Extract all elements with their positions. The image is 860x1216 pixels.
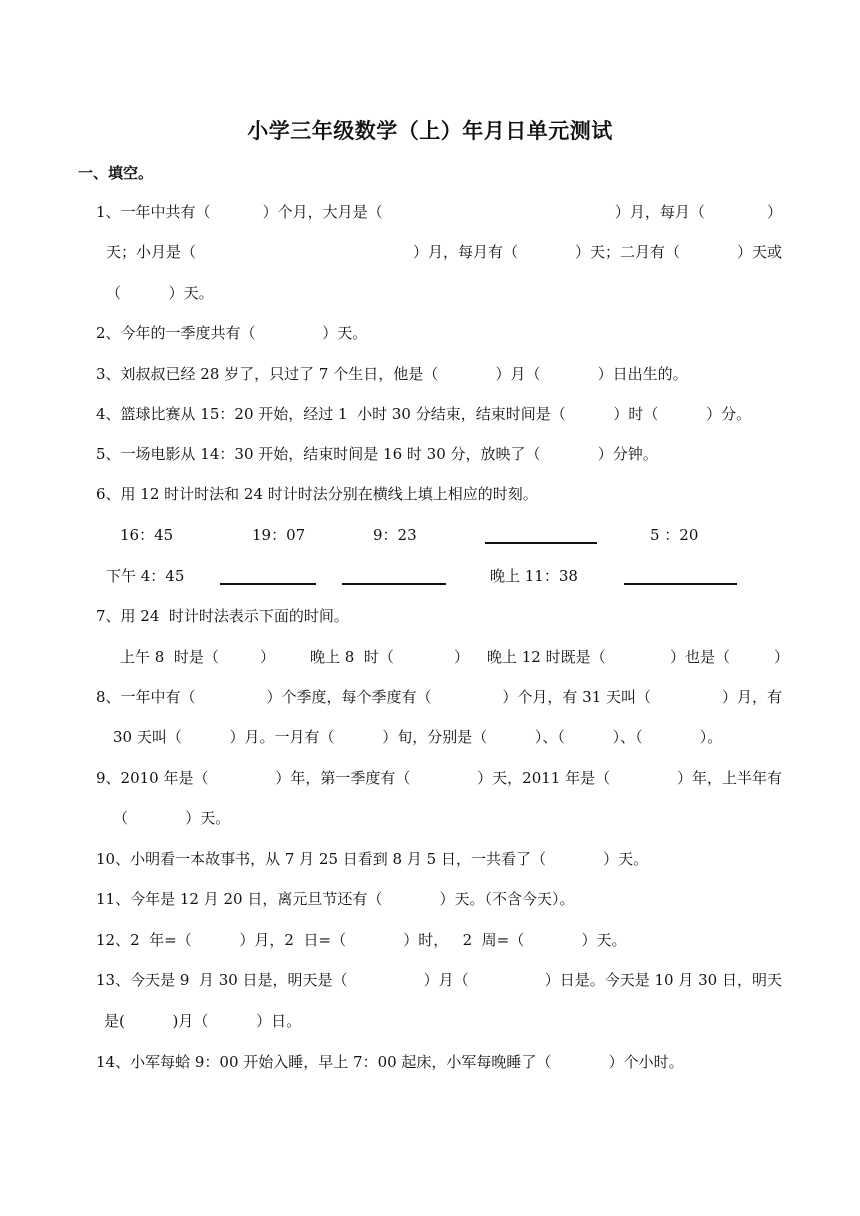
q7-seg: 上午 8 时是（ — [120, 648, 219, 666]
q13-seg-3: ）日是。今天是 10 月 30 日，明天 — [544, 971, 782, 989]
q7-seg: ） — [774, 648, 790, 666]
q13-seg-2: ）月（ — [423, 971, 469, 989]
q7-seg: 晚上 8 时（ — [310, 648, 394, 666]
question-13-line-1 — [96, 970, 782, 990]
question-9-line-2: （ ）天。 — [113, 809, 231, 827]
question-1-line-2 — [106, 242, 782, 262]
q9-seg-3: ）天，2011 年是（ — [477, 769, 611, 787]
question-7-row — [120, 647, 790, 671]
answer-blank-line[interactable] — [342, 583, 446, 585]
q1-seg-8: ）天或 — [736, 243, 782, 261]
question-13-line-2: 是( )月（ ）日。 — [104, 1012, 302, 1030]
q7-seg: ）也是（ — [670, 648, 731, 666]
question-2: 2、今年的一季度共有（ ）天。 — [96, 324, 368, 342]
question-10: 10、小明看一本故事书，从 7 月 25 日看到 8 月 5 日，一共看了（ ）天。 — [96, 850, 649, 868]
time-item: 16：45 — [120, 526, 174, 544]
question-7: 7、用 24 时计时法表示下面的时间。 — [96, 607, 349, 625]
question-8-line-2: 30 天叫（ ）月。一月有（ ）旬，分别是（ ）、（ ）、（ ）。 — [113, 728, 723, 746]
q1-seg-1: 1、一年中共有（ — [96, 203, 211, 221]
q8-seg-4: ）月，有 — [721, 688, 782, 706]
question-6-row-2 — [106, 566, 746, 590]
answer-blank-line[interactable] — [485, 542, 597, 544]
q9-seg-2: ）年，第一季度有（ — [275, 769, 411, 787]
time-item: 19：07 — [252, 526, 306, 544]
time-item: 9：23 — [373, 526, 417, 544]
q1-seg-6: ）月，每月有（ — [412, 243, 518, 261]
page-title: 小学三年级数学（上）年月日单元测试 — [247, 119, 613, 143]
q13-seg-1: 13、今天是 9 月 30 日是，明天是（ — [96, 971, 348, 989]
q1-seg-4: ） — [766, 203, 782, 221]
question-14: 14、小军每蛤 9：00 开始入睡，早上 7：00 起床，小军每晚睡了（ ）个小时。 — [96, 1053, 684, 1071]
q8-seg-2: ）个季度，每个季度有（ — [266, 688, 432, 706]
question-6: 6、用 12 时计时法和 24 时计时法分别在横线上填上相应的时刻。 — [96, 485, 538, 503]
question-5: 5、一场电影从 14：30 开始，结束时间是 16 时 30 分，放映了（ ）分钟。 — [96, 445, 658, 463]
section-heading: 一、填空。 — [78, 164, 154, 182]
question-9-line-1 — [96, 768, 782, 788]
q8-seg-1: 8、一年中有（ — [96, 688, 196, 706]
q7-seg: ） — [454, 648, 470, 666]
q1-seg-2: ）个月，大月是（ — [262, 203, 383, 221]
time-item: 下午 4：45 — [106, 567, 185, 585]
time-item: 晚上 11：38 — [490, 567, 578, 585]
question-12: 12、2 年=（ ）月，2 日=（ ）时， 2 周=（ ）天。 — [96, 931, 627, 949]
q7-seg: 晚上 12 时既是（ — [487, 648, 606, 666]
question-11: 11、今年是 12 月 20 日，离元旦节还有（ ）天。（不含今天）。 — [96, 890, 575, 908]
q1-seg-3: ）月，每月（ — [614, 203, 705, 221]
q1-seg-5: 天；小月是（ — [106, 243, 197, 261]
answer-blank-line[interactable] — [624, 583, 737, 585]
question-8-line-1 — [96, 687, 782, 707]
q9-seg-1: 9、2010 年是（ — [96, 769, 209, 787]
q7-seg: ） — [260, 648, 276, 666]
question-1-line-3: （ ）天。 — [106, 284, 214, 302]
answer-blank-line[interactable] — [220, 583, 316, 585]
question-3: 3、刘叔叔已经 28 岁了，只过了 7 个生日，他是（ ）月（ ）日出生的。 — [96, 365, 688, 383]
question-6-row-1 — [120, 525, 720, 549]
q8-seg-3: ）个月，有 31 天叫（ — [502, 688, 652, 706]
q1-seg-7: ）天；二月有（ — [574, 243, 680, 261]
question-4: 4、篮球比赛从 15：20 开始，经过 1 小时 30 分结束，结束时间是（ ）时（ ）分。 — [96, 405, 752, 423]
time-item: 5 ：20 — [650, 526, 699, 544]
question-1-line-1 — [96, 202, 782, 222]
q9-seg-4: ）年，上半年有 — [676, 769, 782, 787]
